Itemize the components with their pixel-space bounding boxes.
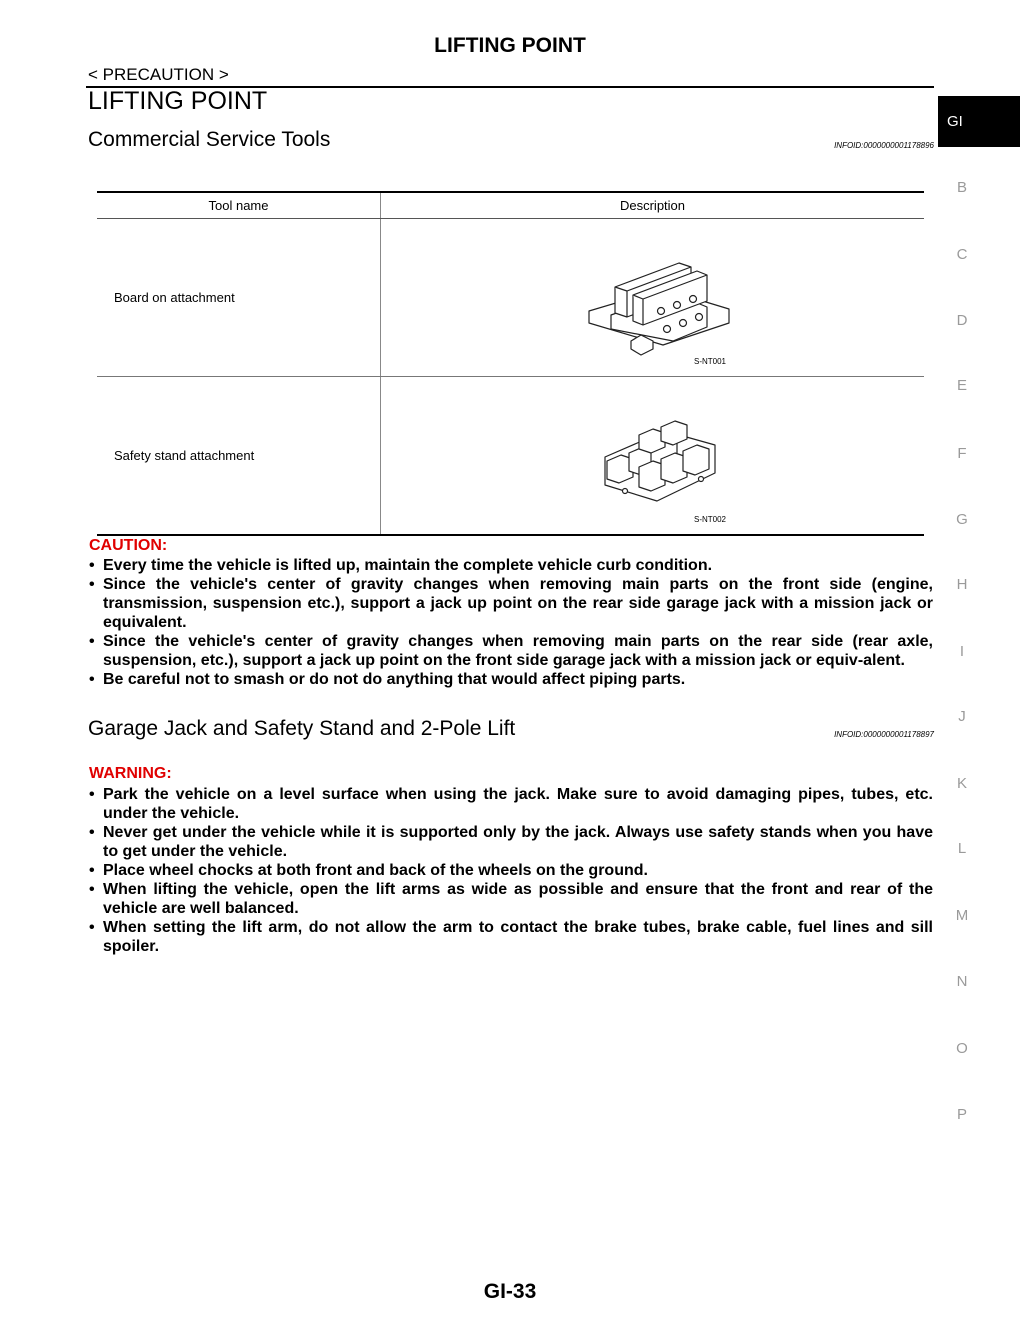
side-letter-j[interactable]: J [958,708,966,725]
infoid-label: INFOID:0000000001178896 [834,141,934,150]
tool-name-cell: Board on attachment [97,219,381,377]
breadcrumb: < PRECAUTION > [88,65,229,84]
page-number: GI-33 [483,1280,537,1303]
figure-code: S-NT001 [693,357,726,366]
table-header-row [97,192,924,219]
side-letter-g[interactable]: G [956,511,968,528]
commercial-service-tools-heading: Commercial Service Tools [88,128,331,151]
side-tab-gi-label: GI [947,113,963,130]
table-header-description: Description [381,192,925,219]
side-letter-b[interactable]: B [956,179,967,196]
figure-code: S-NT002 [693,515,726,524]
list-item: • Every time the vehicle is lifted up, maintain the complete vehicle curb condition. [89,556,933,575]
side-tab-gi[interactable] [938,96,1020,147]
side-letter-o[interactable]: O [956,1040,968,1057]
side-letter-e[interactable]: E [956,377,967,394]
list-item: • Park the vehicle on a level surface when using the jack. Make sure to avoid damaging pipes, tubes, etc. under the vehicle. [89,785,933,823]
tool-description-cell [381,377,925,536]
side-letter-l[interactable]: L [957,840,967,857]
caution-list [89,556,933,689]
table-row [97,219,924,377]
tool-name-cell: Safety stand attachment [97,377,381,536]
infoid-label: INFOID:0000000001178897 [834,730,934,739]
side-letter-n[interactable]: N [956,973,968,990]
list-item: • When lifting the vehicle, open the lift arms as wide as possible and ensure that the front and rear of the vehicle are well balanced. [89,880,933,918]
side-letter-f[interactable]: F [957,445,967,462]
list-item: • Never get under the vehicle while it is supported only by the jack. Always use safety stands when you have to get under the vehicle. [89,823,933,861]
garage-jack-heading: Garage Jack and Safety Stand and 2-Pole Lift [88,717,516,740]
side-letter-c[interactable]: C [956,246,968,263]
side-letter-p[interactable]: P [956,1106,967,1123]
side-letter-h[interactable]: H [956,576,968,593]
list-item: • Since the vehicle's center of gravity changes when removing main parts on the front side (engine, transmission, suspension etc.), support a jack up point on the rear side garage jack with a mission jack or equivalent. [89,575,933,632]
list-item: • When setting the lift arm, do not allow the arm to contact the brake tubes, brake cable, fuel lines and sill spoiler. [89,918,933,956]
side-letter-m[interactable]: M [955,907,969,924]
side-letter-i[interactable]: I [959,643,965,660]
caution-label: CAUTION: [89,537,168,554]
table-row [97,377,924,536]
warning-label: WARNING: [89,765,172,782]
board-on-attachment-illustration [581,249,743,361]
warning-list [89,785,933,956]
side-letter-d[interactable]: D [956,312,968,329]
service-tools-table [97,191,924,536]
section-title: LIFTING POINT [88,87,268,115]
safety-stand-attachment-illustration [599,415,723,505]
tool-description-cell [381,219,925,377]
table-header-tool-name: Tool name [97,192,381,219]
list-item: • Place wheel chocks at both front and back of the wheels on the ground. [89,861,933,880]
list-item: • Be careful not to smash or do not do anything that would affect piping parts. [89,670,933,689]
list-item: • Since the vehicle's center of gravity changes when removing main parts on the rear side (rear axle, suspension, etc.), support a jack up point on the front side garage jack with a mission jack or equiv-alent. [89,632,933,670]
page-header-title: LIFTING POINT [434,34,586,57]
side-letter-k[interactable]: K [956,775,967,792]
